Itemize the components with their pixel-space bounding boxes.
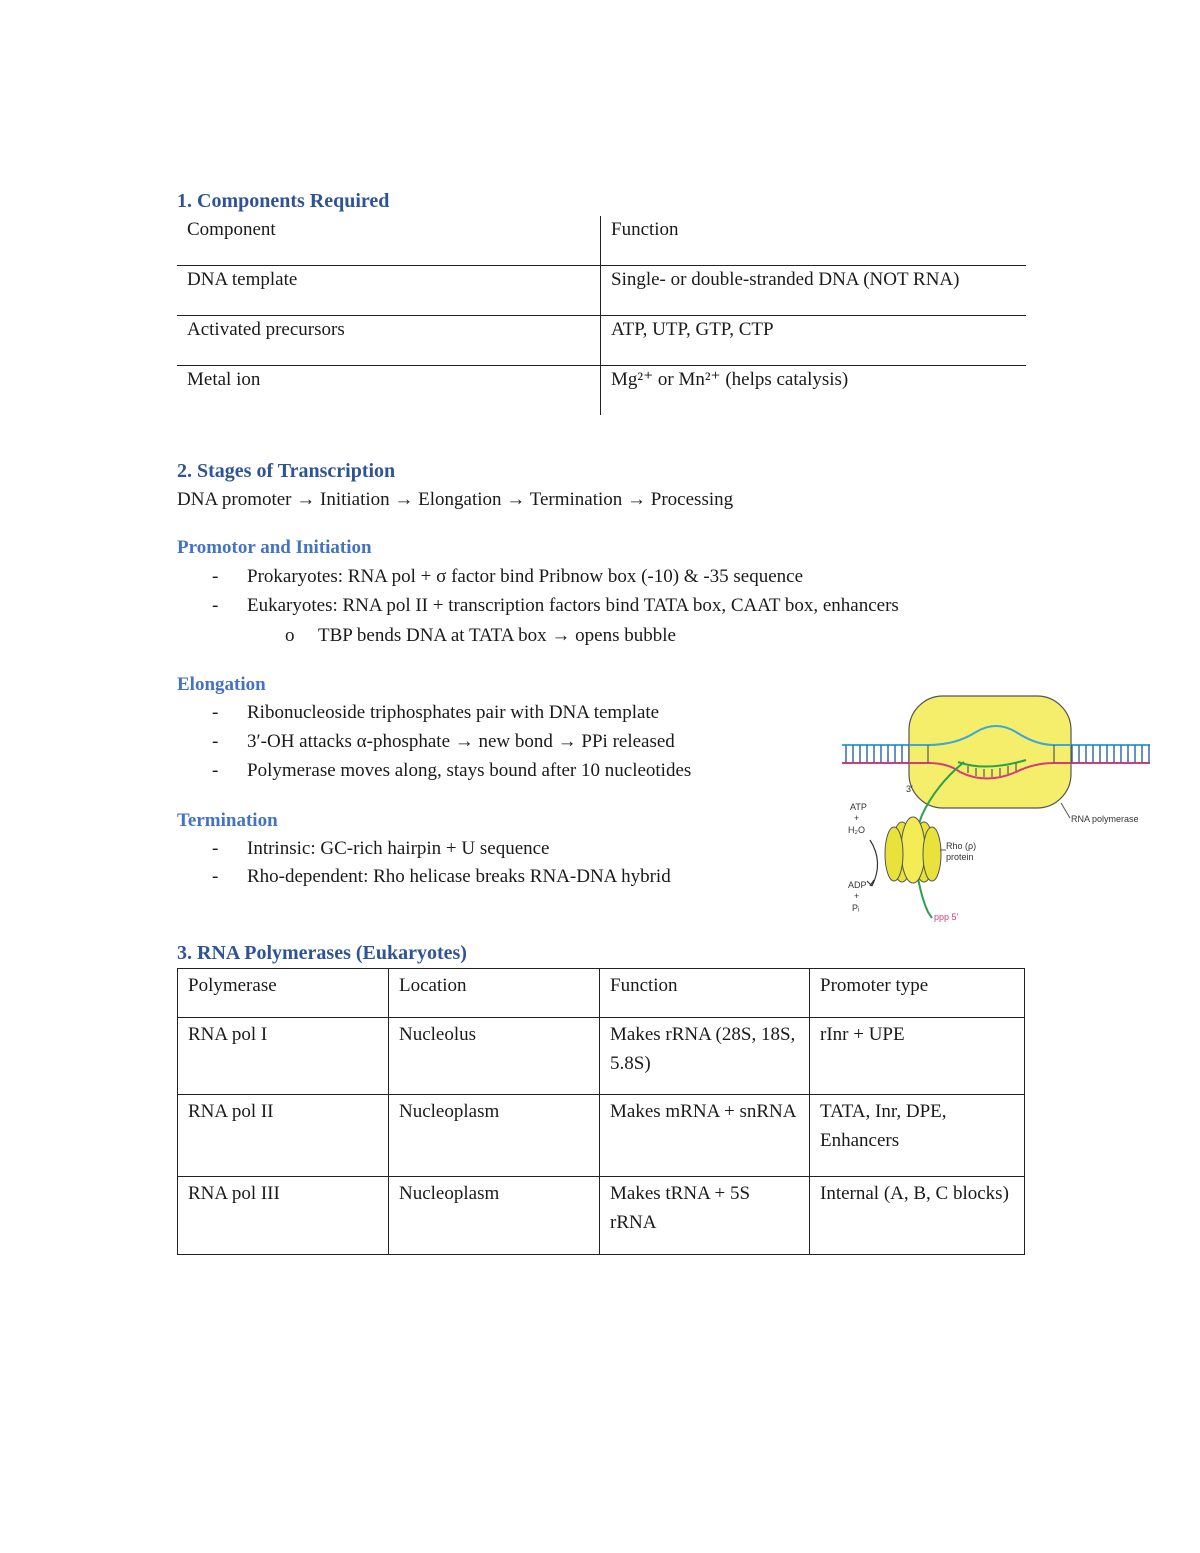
- table-header-cell: Component: [177, 216, 601, 266]
- rho-protein-shape: [885, 817, 941, 883]
- table-row: [177, 266, 1026, 316]
- list-subitem: TBP bends DNA at TATA box → opens bubble: [318, 625, 676, 646]
- table-header-cell: Function: [601, 216, 1027, 266]
- table-row: [178, 1018, 1025, 1095]
- stages-flow: DNA promoter → Initiation → Elongation → Termination → Processing: [177, 489, 734, 510]
- table-row: [177, 366, 1026, 416]
- subheading-promotor: Promotor and Initiation: [177, 537, 372, 558]
- table-cell: Nucleolus: [389, 1018, 600, 1095]
- table-cell: Makes mRNA + snRNA: [600, 1095, 810, 1177]
- three-prime-label: 3′: [906, 784, 913, 794]
- rna-polymerase-label: RNA polymerase: [1071, 814, 1139, 824]
- table-header-cell: Function: [600, 969, 810, 1018]
- bullet-marker: -: [212, 760, 219, 781]
- table-header-cell: Polymerase: [178, 969, 389, 1018]
- table-row: [177, 316, 1026, 366]
- pi-label: Pᵢ: [852, 903, 860, 913]
- table-cell: RNA pol I: [178, 1018, 389, 1095]
- table-header-cell: Promoter type: [810, 969, 1025, 1018]
- table-cell: Nucleoplasm: [389, 1177, 600, 1255]
- list-item: Ribonucleoside triphosphates pair with DNA template: [247, 702, 660, 723]
- list-item: 3′-OH attacks α-phosphate → new bond → PPi released: [247, 731, 675, 752]
- atp-label: ATP: [850, 802, 867, 812]
- subheading-elongation: Elongation: [177, 674, 266, 695]
- table-cell: Internal (A, B, C blocks): [810, 1177, 1025, 1255]
- table-cell: Nucleoplasm: [389, 1095, 600, 1177]
- table-cell: ATP, UTP, GTP, CTP: [601, 316, 1027, 366]
- table-cell: Makes rRNA (28S, 18S, 5.8S): [600, 1018, 810, 1095]
- section-heading-components: 1. Components Required: [177, 190, 390, 212]
- table-cell: rInr + UPE: [810, 1018, 1025, 1095]
- table-row: [178, 1095, 1025, 1177]
- sub-bullet-marker: o: [285, 625, 295, 646]
- polymerases-table: [177, 968, 1025, 1255]
- bullet-marker: -: [212, 566, 219, 587]
- list-item: Polymerase moves along, stays bound after 10 nucleotides: [247, 760, 692, 781]
- rho-protein-label: Rho (ρ): [946, 841, 977, 851]
- table-cell: Mg²⁺ or Mn²⁺ (helps catalysis): [611, 369, 849, 390]
- list-item: Eukaryotes: RNA pol II + transcription factors bind TATA box, CAAT box, enhancers: [247, 595, 899, 616]
- bullet-marker: -: [212, 838, 219, 859]
- table-header-cell: Location: [389, 969, 600, 1018]
- table-cell: Makes tRNA + 5S rRNA: [600, 1177, 810, 1255]
- table-cell: Single- or double-stranded DNA (NOT RNA): [601, 266, 1027, 316]
- list-item: Intrinsic: GC-rich hairpin + U sequence: [247, 838, 550, 859]
- bullet-marker: -: [212, 702, 219, 723]
- h2o-label: H₂O: [848, 825, 865, 835]
- table-cell: Activated precursors: [177, 316, 601, 366]
- components-table: [177, 216, 1026, 415]
- list-item: Prokaryotes: RNA pol + σ factor bind Pribnow box (-10) & -35 sequence: [247, 566, 804, 587]
- table-cell: RNA pol III: [178, 1177, 389, 1255]
- table-cell: Metal ion: [177, 366, 601, 416]
- rho-protein-label: protein: [946, 852, 974, 862]
- table-row: [178, 969, 1025, 1018]
- list-item: Rho-dependent: Rho helicase breaks RNA-DNA hybrid: [247, 866, 671, 887]
- table-cell: TATA, Inr, DPE, Enhancers: [810, 1095, 1025, 1177]
- subheading-termination: Termination: [177, 810, 278, 831]
- plus-label: +: [854, 891, 860, 901]
- bullet-marker: -: [212, 595, 219, 616]
- adp-label: ADP: [848, 880, 867, 890]
- plus-label: +: [854, 813, 860, 823]
- bullet-marker: -: [212, 731, 219, 752]
- bullet-marker: -: [212, 866, 219, 887]
- table-cell: RNA pol II: [178, 1095, 389, 1177]
- table-row: [178, 1177, 1025, 1255]
- table-row: [177, 216, 1026, 266]
- section-heading-polymerases: 3. RNA Polymerases (Eukaryotes): [177, 942, 467, 964]
- rho-termination-figure: [836, 690, 1156, 930]
- section-heading-stages: 2. Stages of Transcription: [177, 460, 396, 482]
- rna-polymerase-shape: [909, 696, 1071, 808]
- ppp-label: ppp 5′: [934, 912, 959, 922]
- table-cell: DNA template: [177, 266, 601, 316]
